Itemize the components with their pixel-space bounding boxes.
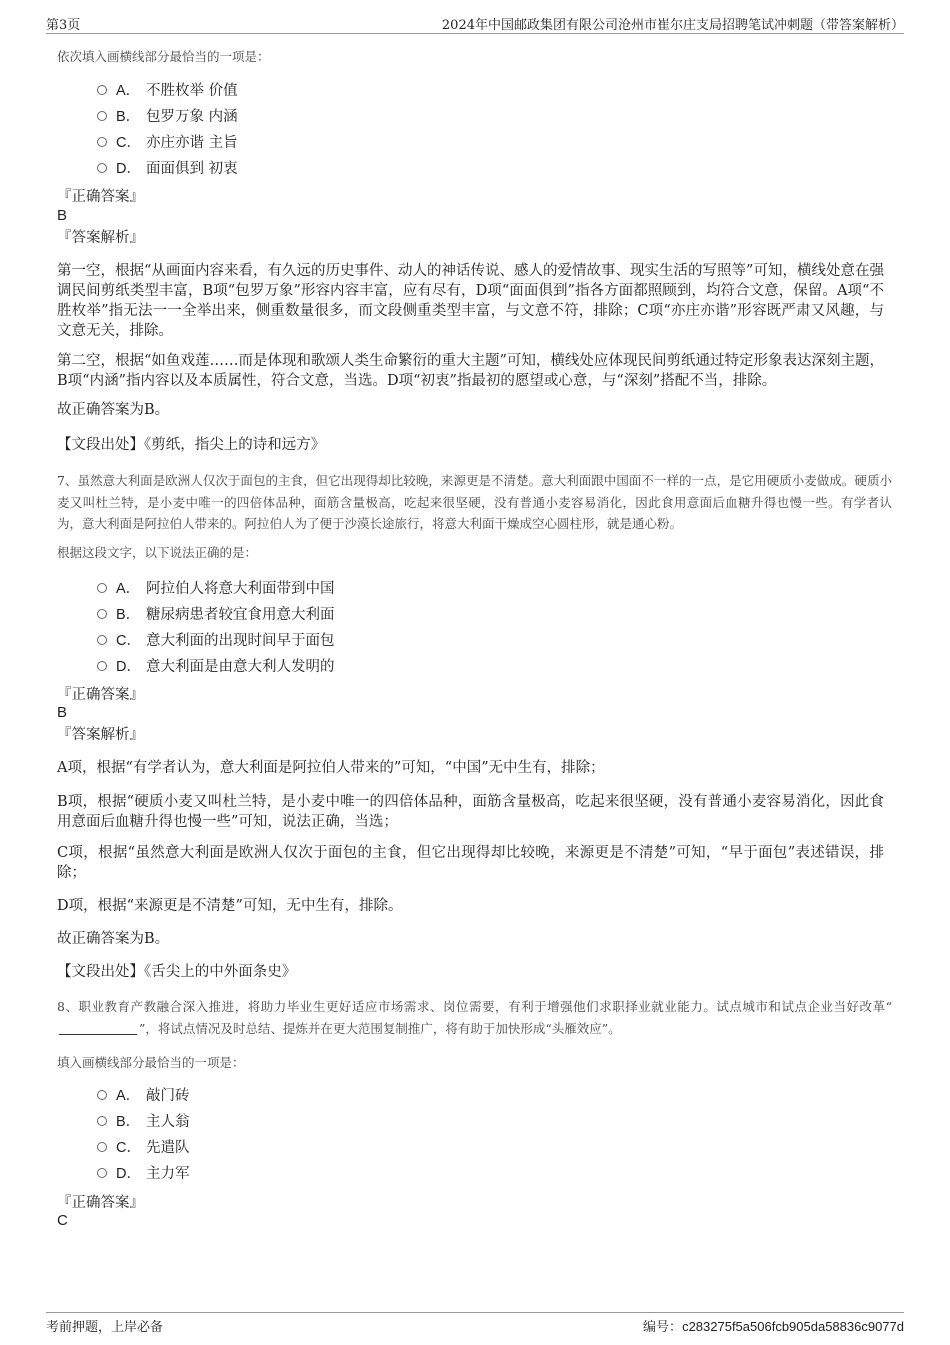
q8-option-c[interactable]: C． 先遣队 bbox=[97, 1138, 190, 1158]
radio-icon[interactable] bbox=[97, 635, 107, 645]
q7-analysis-paragraph: A项，根据“有学者认为，意大利面是阿拉伯人带来的”可知，“中国”无中生有，排除； bbox=[57, 760, 605, 776]
radio-icon[interactable] bbox=[97, 1090, 107, 1100]
q6-option-d[interactable]: D． 面面俱到 初衷 bbox=[97, 159, 238, 179]
q6-analysis-paragraph: 第一空，根据“从画面内容来看，有久远的历史事件、动人的神话传说、感人的爱情故事、现实生活的写照等”可知，横线处意在强调民间剪纸类型丰富，B项“包罗万象”形容内容丰富，应有尽有，D项“面面俱到”指各方面都照顾到，均符合文意，保留。A项“不胜枚举”指无法一一全举出来，侧重数量很多，而文段侧重类型丰富，与文意不符，排除；C项“亦庄亦谐”形容既严肃又风趣，与文意无关，排除。 bbox=[57, 263, 884, 339]
document-code: 编号：c283275f5a506fcb905da58836c9077d bbox=[643, 1319, 904, 1335]
radio-icon[interactable] bbox=[97, 1116, 107, 1126]
q7-option-b[interactable]: B． 糖尿病患者较宜食用意大利面 bbox=[97, 605, 335, 625]
q8-answer-label: 『正确答案』 bbox=[57, 1195, 144, 1211]
fill-blank bbox=[59, 1034, 137, 1035]
q7-option-d[interactable]: D． 意大利面是由意大利人发明的 bbox=[97, 657, 335, 677]
q8-stem: 8、职业教育产教融合深入推进，将助力毕业生更好适应市场需求、岗位需要，有利于增强他们求职择业就业能力。试点城市和试点企业当好改革“”，将试点情况及时总结、提炼并在更大范围复制推广，将有助于加快形成“头雁效应”。 bbox=[57, 999, 892, 1036]
radio-icon[interactable] bbox=[97, 163, 107, 173]
radio-icon[interactable] bbox=[97, 661, 107, 671]
q8-answer: C bbox=[57, 1212, 68, 1229]
q6-option-b[interactable]: B． 包罗万象 内涵 bbox=[97, 107, 238, 127]
radio-icon[interactable] bbox=[97, 1168, 107, 1178]
q8-option-b[interactable]: B． 主人翁 bbox=[97, 1112, 190, 1132]
q7-option-a[interactable]: A． 阿拉伯人将意大利面带到中国 bbox=[97, 579, 335, 599]
q7-answer: B bbox=[57, 704, 68, 721]
q6-analysis-conclusion: 故正确答案为B。 bbox=[57, 402, 170, 418]
document-title: 2024年中国邮政集团有限公司沧州市崔尔庄支局招聘笔试冲刺题（带答案解析） bbox=[441, 18, 904, 33]
q7-answer-label: 『正确答案』 bbox=[57, 687, 144, 703]
q8-prompt: 填入画横线部分最恰当的一项是： bbox=[57, 1055, 245, 1070]
radio-icon[interactable] bbox=[97, 1142, 107, 1152]
q6-analysis-paragraph: 第二空，根据“如鱼戏莲……而是体现和歌颂人类生命繁衍的重大主题”可知，横线处应体现民间剪纸通过特定形象表达深刻主题，B项“内涵”指内容以及本质属性，符合文意，当选。D项“初衷”指最初的愿望或心意，与“深刻”搭配不当，排除。 bbox=[57, 353, 884, 389]
q6-option-c[interactable]: C． 亦庄亦谐 主旨 bbox=[97, 133, 238, 153]
q8-option-d[interactable]: D． 主力军 bbox=[97, 1164, 190, 1184]
q8-option-a[interactable]: A． 敲门砖 bbox=[97, 1086, 190, 1106]
radio-icon[interactable] bbox=[97, 583, 107, 593]
page-header bbox=[46, 13, 904, 34]
q7-stem: 7、虽然意大利面是欧洲人仅次于面包的主食，但它出现得却比较晚，来源更是不清楚。意大利面跟中国面不一样的一点，是它用硬质小麦做成。硬质小麦又叫杜兰特，是小麦中唯一的四倍体品种，面筋含量极高，吃起来很坚硬，没有普通小麦容易消化，因此食用意面后血糖升得也慢一些。有学者认为，意大利面是阿拉伯人带来的。阿拉伯人为了便于沙漠长途旅行，将意大利面干燥成空心圆柱形，就是通心粉。 bbox=[57, 473, 892, 531]
q6-option-a[interactable]: A． 不胜枚举 价值 bbox=[97, 81, 238, 101]
q7-analysis-conclusion: 故正确答案为B。 bbox=[57, 931, 170, 947]
q7-analysis-paragraph: C项，根据“虽然意大利面是欧洲人仅次于面包的主食，但它出现得却比较晚，来源更是不清楚”可知，“早于面包”表述错误，排除； bbox=[57, 845, 884, 881]
radio-icon[interactable] bbox=[97, 609, 107, 619]
q6-prompt: 依次填入画横线部分最恰当的一项是： bbox=[57, 49, 270, 64]
page-footer bbox=[46, 1312, 904, 1343]
q7-analysis-label: 『答案解析』 bbox=[57, 727, 144, 743]
q6-answer: B bbox=[57, 207, 68, 224]
footer-slogan: 考前押题，上岸必备 bbox=[46, 1320, 164, 1335]
q7-analysis-paragraph: D项，根据“来源更是不清楚”可知，无中生有，排除。 bbox=[57, 898, 403, 914]
page-number: 第3页 bbox=[46, 18, 81, 33]
q6-answer-label: 『正确答案』 bbox=[57, 189, 144, 205]
q6-source: 【文段出处】《剪纸，指尖上的诗和远方》 bbox=[57, 437, 326, 453]
q7-analysis-paragraph: B项，根据“硬质小麦又叫杜兰特，是小麦中唯一的四倍体品种，面筋含量极高，吃起来很坚硬，没有普通小麦容易消化，因此食用意面后血糖升得也慢一些”可知，说法正确，当选； bbox=[57, 794, 884, 830]
radio-icon[interactable] bbox=[97, 85, 107, 95]
radio-icon[interactable] bbox=[97, 111, 107, 121]
q7-option-c[interactable]: C． 意大利面的出现时间早于面包 bbox=[97, 631, 335, 651]
q7-prompt: 根据这段文字，以下说法正确的是： bbox=[57, 545, 258, 560]
q7-source: 【文段出处】《舌尖上的中外面条史》 bbox=[57, 964, 297, 980]
q6-analysis-label: 『答案解析』 bbox=[57, 230, 144, 246]
radio-icon[interactable] bbox=[97, 137, 107, 147]
